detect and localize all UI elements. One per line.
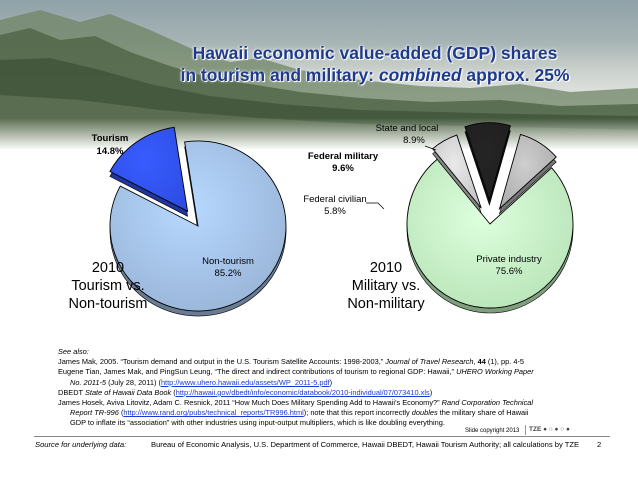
tze-badge-text: TZE	[529, 426, 542, 433]
reference-mak	[58, 357, 618, 367]
federal-military-slice-label	[300, 151, 386, 175]
see-also-label	[58, 347, 618, 357]
non-tourism-label-text: Non-tourism	[202, 256, 254, 267]
tian-date: (July 28, 2011) (	[106, 377, 161, 387]
title-line-1: Hawaii economic value-added (GDP) shares	[192, 43, 558, 63]
reference-hosek-cont	[58, 408, 618, 418]
reference-dbedt	[58, 388, 618, 398]
mak-text: James Mak, 2005. “Tourism demand and output in the U.S. Tourism Satellite Accounts: 1998-2003,”	[58, 357, 386, 367]
references-block	[58, 347, 618, 429]
hosek-doubles: doubles	[411, 408, 438, 418]
title-line-2-end: approx. 25%	[461, 65, 570, 85]
footer-source-label: Source for underlying data:	[35, 440, 127, 449]
left-caption-line-2: Tourism vs.	[71, 278, 145, 294]
tian-link[interactable]: http://www.uhero.hawaii.edu/assets/WP_2011-5.pdf	[160, 377, 330, 387]
hosek-note-2: GDP to inflate its “association” with other industries using input-output multipliers, which is like doubling everything.	[70, 418, 445, 428]
footer-source-text: Bureau of Economic Analysis, U.S. Department of Commerce, Hawaii DBEDT, Hawaii Tourism Authority; all calculations by TZE	[151, 440, 580, 449]
reference-tian-cont	[58, 378, 618, 388]
state-local-label-text: State and local	[375, 123, 439, 134]
federal-military-value-text: 9.6%	[332, 163, 354, 174]
private-industry-label-text: Private industry	[476, 254, 542, 265]
mak-sep: ,	[473, 357, 478, 367]
see-also-text: See also:	[58, 347, 89, 356]
reference-tian	[58, 367, 618, 377]
mak-pages: (1), pp. 4-5	[485, 357, 525, 367]
state-local-slice-label	[362, 123, 452, 147]
right-chart-caption	[334, 259, 438, 313]
left-caption-year: 2010	[91, 260, 125, 276]
federal-civilian-value-text: 5.8%	[324, 206, 346, 217]
dbedt-open: (	[171, 387, 176, 397]
non-tourism-slice-label	[196, 256, 260, 280]
private-industry-value-text: 75.6%	[495, 266, 523, 277]
hosek-note-end: the military share of Hawaii	[437, 408, 529, 418]
dbedt-text: DBEDT	[58, 387, 85, 397]
tourism-label-text: Tourism	[91, 133, 129, 144]
tze-badge	[525, 425, 620, 435]
tourism-slice-value	[80, 146, 140, 158]
dbedt-publication: State of Hawaii Data Book	[84, 387, 172, 397]
tian-publication: UHERO Working Paper	[456, 367, 534, 377]
tian-text: Eugene Tian, James Mak, and PingSun Leung, “The direct and indirect contributions of tourism to regional GDP: Hawaii,”	[58, 367, 457, 377]
mak-journal: Journal of Travel Research	[385, 357, 474, 367]
hosek-publication: Rand Corporation Technical	[441, 398, 534, 408]
right-caption-line-2: Military vs.	[351, 278, 421, 294]
left-caption-line-3: Non-tourism	[68, 296, 148, 312]
hosek-note: ); note that this report incorrectly	[303, 408, 412, 418]
title-line-2-start: in tourism and military:	[180, 65, 379, 85]
left-chart-caption	[52, 259, 164, 313]
state-local-value-text: 8.9%	[403, 135, 425, 146]
hosek-open: (	[118, 408, 124, 418]
tze-badge-decoration: ● ○ ● ○ ●	[543, 426, 570, 433]
tourism-value-text: 14.8%	[96, 146, 124, 157]
title-combined-word: combined	[378, 65, 462, 85]
non-tourism-value-text: 85.2%	[214, 268, 242, 279]
right-caption-year: 2010	[369, 260, 403, 276]
dbedt-link[interactable]: http://hawaii.gov/dbedt/info/economic/databook/2010-individual/07/073410.xls	[175, 387, 430, 397]
dbedt-close: )	[429, 387, 433, 397]
right-caption-line-3: Non-military	[347, 296, 425, 312]
private-industry-slice-label	[468, 254, 550, 278]
footer-divider	[34, 436, 610, 437]
tian-close: )	[329, 377, 333, 387]
mak-volume: 44	[477, 357, 486, 367]
hosek-link[interactable]: http://www.rand.org/pubs/technical_reports/TR996.html	[123, 408, 304, 418]
hosek-text: James Hosek, Aviva Litovitz, Adam C. Resnick, 2011 “How Much Does Military Spending Add to Hawaii’s Economy?”	[58, 398, 442, 408]
slide-copyright: Slide copyright 2013	[465, 428, 520, 434]
tian-number: No. 2011-5	[70, 377, 107, 387]
hosek-report-number: Report TR-996	[70, 408, 119, 418]
federal-civilian-label-text: Federal civilian	[303, 194, 367, 205]
federal-civilian-slice-label	[296, 194, 374, 218]
page-number: 2	[597, 440, 602, 449]
reference-hosek	[58, 398, 618, 408]
federal-military-label-text: Federal military	[307, 151, 379, 162]
tourism-slice-label	[80, 133, 140, 145]
